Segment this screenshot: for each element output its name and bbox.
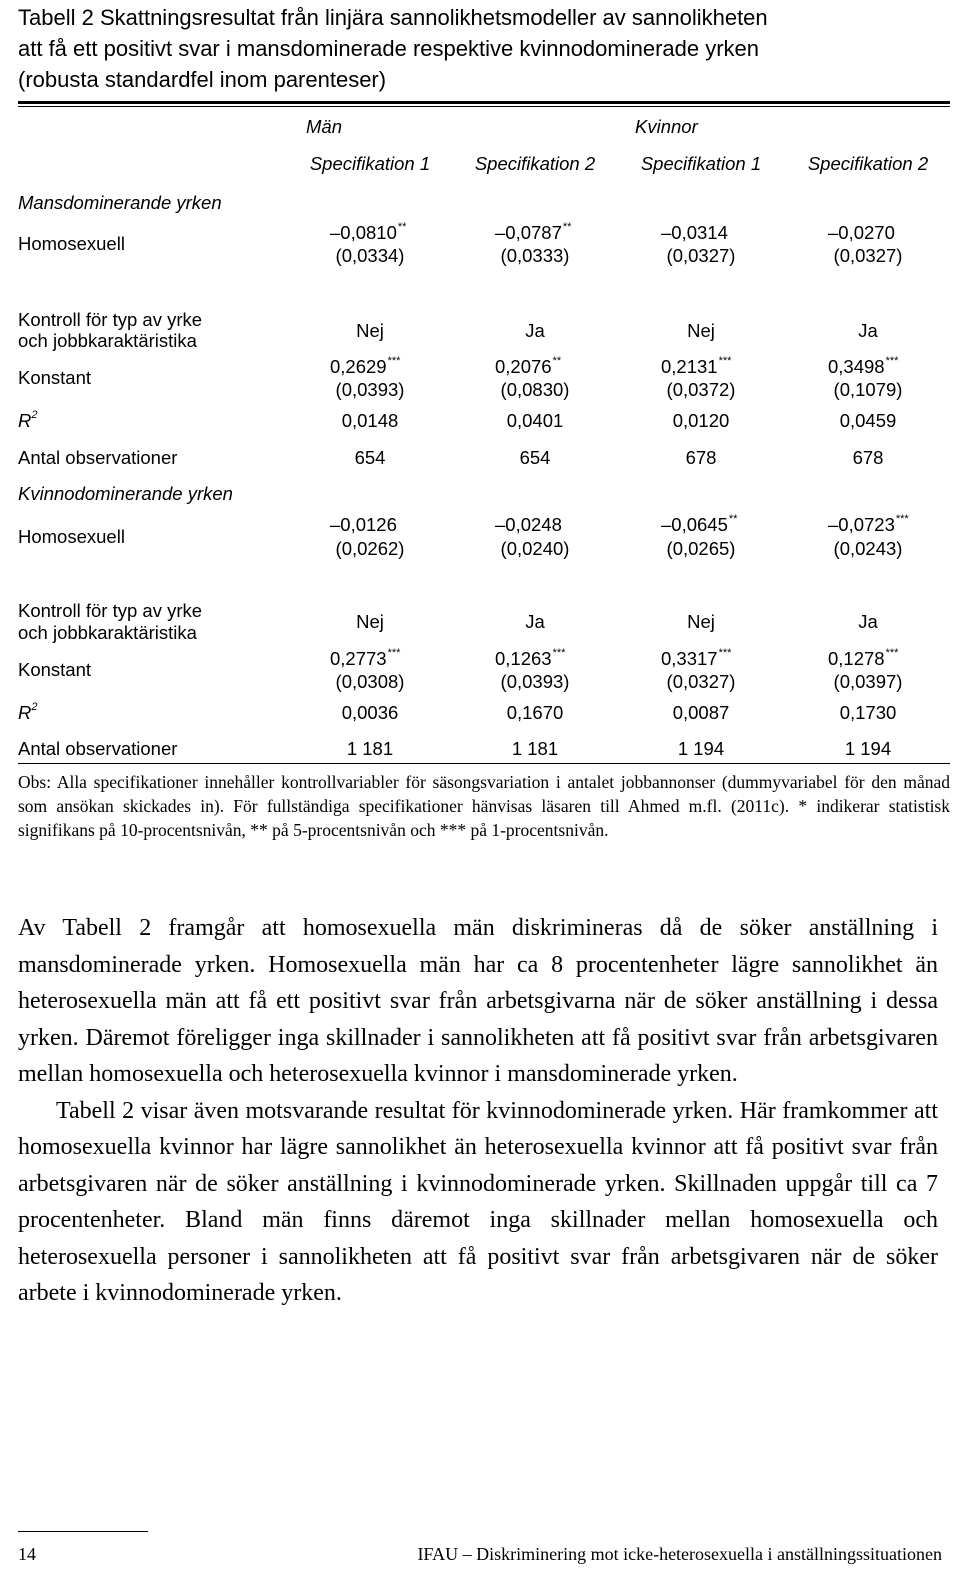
table-note: Obs: Alla specifikationer innehåller kontrollvariabler för säsongsvariation i antalet jobbannonser (dummyvariabel för den månad som ansökan skickades in). För fullständiga specifikationer hänvisas läsaren till Ahmed m.fl. (2011c). * indikerar statistisk signifikans på 10-procentsnivån, ** på 5-procentsnivån och *** på 1-procentsnivån. bbox=[18, 772, 950, 840]
obs-value: 678 bbox=[852, 447, 884, 468]
standard-error: (0,0308) bbox=[335, 671, 405, 692]
homosexuell-coef: –0,0645** bbox=[661, 513, 738, 535]
r2-value: 0,1670 bbox=[506, 702, 564, 723]
table-caption bbox=[18, 2, 948, 95]
footer-title: IFAU – Diskriminering mot icke-heterosexuella i anställningssituationen bbox=[417, 1544, 942, 1564]
table-top-rule bbox=[18, 101, 950, 104]
row-label-r2: $R^2$ bbox=[18, 701, 38, 723]
caption-line: (robusta standardfel inom parenteser) bbox=[18, 67, 387, 92]
konstant-coef: 0,3498*** bbox=[828, 355, 899, 377]
row-label-konstant: Konstant bbox=[18, 659, 92, 680]
caption-line: Tabell 2 Skattningsresultat från linjära sannolikhetsmodeller av sannolikheten bbox=[18, 5, 768, 30]
standard-error: (0,0372) bbox=[666, 379, 736, 400]
konstant-coef: 0,2629*** bbox=[330, 355, 401, 377]
standard-error: (0,0240) bbox=[500, 538, 570, 559]
kontroll-value: Nej bbox=[687, 611, 715, 632]
standard-error: (0,0397) bbox=[833, 671, 903, 692]
standard-error: (0,0243) bbox=[833, 538, 903, 559]
kontroll-value: Ja bbox=[525, 320, 545, 341]
standard-error: (0,0334) bbox=[335, 245, 405, 266]
konstant-coef: 0,1263*** bbox=[495, 647, 566, 669]
standard-error: (0,0327) bbox=[833, 245, 903, 266]
r2-value: 0,1730 bbox=[839, 702, 897, 723]
konstant-coef: 0,1278*** bbox=[828, 647, 899, 669]
standard-error: (0,1079) bbox=[833, 379, 903, 400]
homosexuell-coef: –0,0270 bbox=[828, 222, 895, 243]
standard-error: (0,0830) bbox=[500, 379, 570, 400]
obs-value: 1 194 bbox=[844, 738, 892, 759]
homosexuell-coef: –0,0723*** bbox=[828, 513, 909, 535]
standard-error: (0,0262) bbox=[335, 538, 405, 559]
homosexuell-coef: –0,0810** bbox=[330, 221, 407, 243]
standard-error: (0,0333) bbox=[500, 245, 570, 266]
row-label-obs: Antal observationer bbox=[18, 447, 178, 468]
row-label-kontroll: och jobbkaraktäristika bbox=[18, 330, 197, 351]
footer-rule bbox=[18, 1531, 148, 1532]
kontroll-value: Nej bbox=[356, 320, 384, 341]
obs-value: 654 bbox=[354, 447, 386, 468]
paragraph: Av Tabell 2 framgår att homosexuella män diskrimineras då de söker anställning i mansdominerade yrken. Homosexuella män har ca 8 procentenheter lägre sannolikhet än heterosexuella män att få ett positivt svar från arbetsgivarna när de söker anställning i dessa yrken. Däremot föreligger inga skillnader i sannolikheten att få positivt svar från arbetsgivaren mellan homosexuella och heterosexuella kvinnor i mansdominerade yrken. bbox=[18, 915, 938, 1087]
obs-value: 1 181 bbox=[511, 738, 559, 759]
konstant-coef: 0,2076** bbox=[495, 355, 562, 377]
row-label-kontroll: Kontroll för typ av yrke bbox=[18, 600, 203, 621]
standard-error: (0,0327) bbox=[666, 671, 736, 692]
homosexuell-coef: –0,0787** bbox=[495, 221, 572, 243]
r2-value: 0,0120 bbox=[672, 410, 730, 431]
section-title: Kvinnodominerande yrken bbox=[18, 483, 233, 504]
obs-value: 678 bbox=[685, 447, 717, 468]
kontroll-value: Ja bbox=[858, 320, 878, 341]
table-bottom-rule bbox=[18, 763, 950, 764]
konstant-coef: 0,2773*** bbox=[330, 647, 401, 669]
table-top-rule-thin bbox=[18, 106, 950, 107]
r2-value: 0,0036 bbox=[341, 702, 399, 723]
kontroll-value: Nej bbox=[356, 611, 384, 632]
row-label-homosexuell: Homosexuell bbox=[18, 526, 125, 547]
standard-error: (0,0327) bbox=[666, 245, 736, 266]
homosexuell-coef: –0,0248 bbox=[495, 514, 562, 535]
obs-value: 1 194 bbox=[677, 738, 725, 759]
header-spec: Specifikation 1 bbox=[309, 153, 431, 174]
page-number: 14 bbox=[18, 1544, 36, 1564]
r2-value: 0,0459 bbox=[839, 410, 897, 431]
obs-value: 654 bbox=[519, 447, 551, 468]
header-spec: Specifikation 2 bbox=[474, 153, 596, 174]
row-label-obs: Antal observationer bbox=[18, 738, 178, 759]
standard-error: (0,0393) bbox=[500, 671, 570, 692]
header-spec: Specifikation 1 bbox=[640, 153, 762, 174]
standard-error: (0,0393) bbox=[335, 379, 405, 400]
konstant-coef: 0,2131*** bbox=[661, 355, 732, 377]
header-women: Kvinnor bbox=[635, 116, 698, 137]
r2-value: 0,0087 bbox=[672, 702, 730, 723]
standard-error: (0,0265) bbox=[666, 538, 736, 559]
body-text bbox=[18, 910, 938, 1312]
kontroll-value: Ja bbox=[525, 611, 545, 632]
row-label-kontroll: och jobbkaraktäristika bbox=[18, 622, 197, 643]
section-title: Mansdominerande yrken bbox=[18, 192, 222, 213]
row-label-konstant: Konstant bbox=[18, 367, 92, 388]
caption-line: att få ett positivt svar i mansdominerade respektive kvinnodominerade yrken bbox=[18, 36, 760, 61]
kontroll-value: Nej bbox=[687, 320, 715, 341]
kontroll-value: Ja bbox=[858, 611, 878, 632]
konstant-coef: 0,3317*** bbox=[661, 647, 732, 669]
row-label-homosexuell: Homosexuell bbox=[18, 233, 125, 254]
paragraph: Tabell 2 visar även motsvarande resultat för kvinnodominerade yrken. Här framkommer att homosexuella kvinnor har lägre sannolikhet än heterosexuella kvinnor att få positivt svar från arbetsgivaren när de söker anställning i kvinnodominerade yrken. Skillnaden uppgår till ca 7 procentenheter. Bland män finns däremot inga skillnader mellan homosexuella och heterosexuella personer i sannolikheten att få positivt svar från arbetsgivaren när de söker arbete i kvinnodominerade yrken. bbox=[18, 1097, 938, 1306]
homosexuell-coef: –0,0126 bbox=[330, 514, 397, 535]
row-label-r2: $R^2$ bbox=[18, 409, 38, 431]
obs-value: 1 181 bbox=[346, 738, 394, 759]
header-men: Män bbox=[306, 116, 342, 137]
r2-value: 0,0401 bbox=[506, 410, 564, 431]
row-label-kontroll: Kontroll för typ av yrke bbox=[18, 309, 203, 330]
homosexuell-coef: –0,0314 bbox=[661, 222, 728, 243]
r2-value: 0,0148 bbox=[341, 410, 399, 431]
header-spec: Specifikation 2 bbox=[807, 153, 929, 174]
